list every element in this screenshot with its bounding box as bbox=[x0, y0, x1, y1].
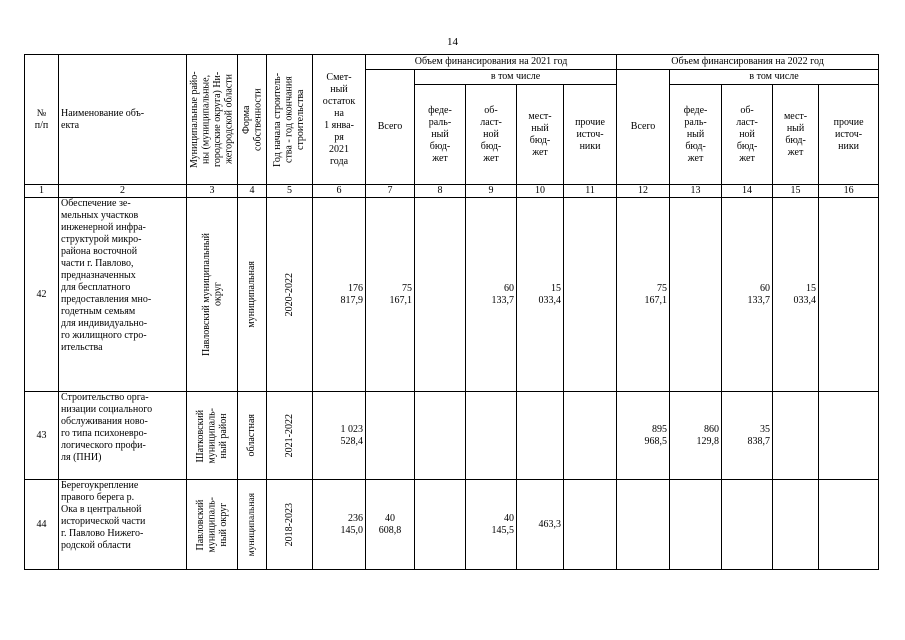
col-number: 5 bbox=[267, 185, 313, 198]
header-2022-regional: об- ласт- ной бюд- жет bbox=[722, 85, 773, 185]
row-2022-regional: 60 133,7 bbox=[722, 198, 773, 392]
row-2022-federal bbox=[670, 480, 722, 570]
header-2021-regional: об- ласт- ной бюд- жет bbox=[466, 85, 517, 185]
col-number: 11 bbox=[564, 185, 617, 198]
row-num: 44 bbox=[25, 480, 59, 570]
table-row bbox=[25, 198, 879, 392]
header-estimate: Смет- ный остаток на 1 янва- ря 2021 года bbox=[313, 55, 366, 185]
row-2021-total: 75 167,1 bbox=[366, 198, 415, 392]
header-2022-incl: в том числе bbox=[670, 70, 879, 85]
row-num: 42 bbox=[25, 198, 59, 392]
row-2022-other bbox=[819, 480, 879, 570]
row-2022-other bbox=[819, 392, 879, 480]
row-2021-regional: 60 133,7 bbox=[466, 198, 517, 392]
row-ownership-cell bbox=[238, 480, 267, 570]
header-municipality: Муниципальные райо- ны (муниципальные, городские округа) Ни- жегородской области bbox=[189, 71, 235, 168]
row-ownership: муниципальная bbox=[246, 261, 258, 328]
column-number-row bbox=[25, 185, 879, 198]
row-years-cell bbox=[267, 392, 313, 480]
row-2022-federal: 860 129,8 bbox=[670, 392, 722, 480]
row-name: Обеспечение зе- мельных участков инженерной инфра- структурой микро- района восточной части г. Павлово, предназначенных для бесплатного предоставления мно- годетным семьям для индивидуально- го жилищного стро- ительства bbox=[59, 198, 187, 392]
row-estimate: 1 023 528,4 bbox=[313, 392, 366, 480]
row-municipality: Павловский муниципальный округ bbox=[200, 233, 223, 356]
row-2021-federal bbox=[415, 392, 466, 480]
row-2022-other bbox=[819, 198, 879, 392]
row-municipality: Шатковский муниципаль- ный район bbox=[194, 407, 229, 464]
row-2022-total: 75 167,1 bbox=[617, 198, 670, 392]
row-name: Берегоукрепление правого берега р. Ока в центральной исторической части г. Павлово Нижего- родской области bbox=[59, 480, 187, 570]
col-number: 1 bbox=[25, 185, 59, 198]
row-estimate: 176 817,9 bbox=[313, 198, 366, 392]
row-municipality-cell bbox=[187, 198, 238, 392]
header-2021-other: прочие источ- ники bbox=[564, 85, 617, 185]
row-years: 2021-2022 bbox=[283, 413, 295, 458]
row-2021-other bbox=[564, 198, 617, 392]
row-2021-other bbox=[564, 480, 617, 570]
row-2021-local: 463,3 bbox=[517, 480, 564, 570]
row-2022-local bbox=[773, 392, 819, 480]
row-2022-regional: 35 838,7 bbox=[722, 392, 773, 480]
col-number: 8 bbox=[415, 185, 466, 198]
header-2021-incl: в том числе bbox=[415, 70, 617, 85]
row-2022-federal bbox=[670, 198, 722, 392]
col-number: 2 bbox=[59, 185, 187, 198]
row-ownership: областная bbox=[246, 414, 258, 457]
row-2021-federal bbox=[415, 198, 466, 392]
header-2022-federal: феде- раль- ный бюд- жет bbox=[670, 85, 722, 185]
row-2021-regional bbox=[466, 392, 517, 480]
header-municipality-cell bbox=[187, 55, 238, 185]
row-ownership-cell bbox=[238, 198, 267, 392]
row-2022-total: 895 968,5 bbox=[617, 392, 670, 480]
header-2021-total: Всего bbox=[366, 70, 415, 185]
col-number: 10 bbox=[517, 185, 564, 198]
row-years-cell bbox=[267, 480, 313, 570]
row-ownership-cell bbox=[238, 392, 267, 480]
col-number: 14 bbox=[722, 185, 773, 198]
financing-table bbox=[24, 54, 879, 570]
header-fin-2022: Объем финансирования на 2022 год bbox=[617, 55, 879, 70]
header-years-cell bbox=[267, 55, 313, 185]
header-ownership-cell bbox=[238, 55, 267, 185]
header-2021-local: мест- ный бюд- жет bbox=[517, 85, 564, 185]
col-number: 6 bbox=[313, 185, 366, 198]
row-2021-local bbox=[517, 392, 564, 480]
row-ownership: муниципальная bbox=[246, 492, 257, 557]
row-2022-regional bbox=[722, 480, 773, 570]
col-number: 7 bbox=[366, 185, 415, 198]
row-2021-other bbox=[564, 392, 617, 480]
header-2022-other: прочие источ- ники bbox=[819, 85, 879, 185]
header-2021-federal: феде- раль- ный бюд- жет bbox=[415, 85, 466, 185]
row-2021-local: 15 033,4 bbox=[517, 198, 564, 392]
header-ownership: Форма собственности bbox=[240, 88, 263, 151]
header-name: Наименование объ- екта bbox=[59, 55, 187, 185]
header-years: Год начала строитель- ства - год окончания строительства bbox=[272, 72, 307, 167]
row-name: Строительство орга- низации социального обслуживания ново- го типа психоневро- логического профи- ля (ПНИ) bbox=[59, 392, 187, 480]
col-number: 16 bbox=[819, 185, 879, 198]
table-row bbox=[25, 392, 879, 480]
row-num: 43 bbox=[25, 392, 59, 480]
row-municipality-cell bbox=[187, 392, 238, 480]
header-2022-total: Всего bbox=[617, 70, 670, 185]
row-years: 2018-2023 bbox=[283, 502, 295, 547]
row-2021-federal bbox=[415, 480, 466, 570]
col-number: 9 bbox=[466, 185, 517, 198]
col-number: 3 bbox=[187, 185, 238, 198]
row-2022-local: 15 033,4 bbox=[773, 198, 819, 392]
row-municipality-cell bbox=[187, 480, 238, 570]
header-num: № п/п bbox=[25, 55, 59, 185]
row-2022-local bbox=[773, 480, 819, 570]
page-number: 14 bbox=[447, 36, 458, 48]
col-number: 13 bbox=[670, 185, 722, 198]
header-2022-local: мест- ный бюд- жет bbox=[773, 85, 819, 185]
header-fin-2021: Объем финансирования на 2021 год bbox=[366, 55, 617, 70]
row-years-cell bbox=[267, 198, 313, 392]
row-2022-total bbox=[617, 480, 670, 570]
row-2021-total: 40 608,8 bbox=[366, 480, 415, 570]
row-estimate: 236 145,0 bbox=[313, 480, 366, 570]
col-number: 4 bbox=[238, 185, 267, 198]
header-row-1 bbox=[25, 55, 879, 70]
row-municipality: Павловский муниципаль- ный округ bbox=[194, 496, 229, 553]
row-years: 2020-2022 bbox=[283, 272, 295, 317]
table-row bbox=[25, 480, 879, 570]
row-2021-total bbox=[366, 392, 415, 480]
row-2021-regional: 40 145,5 bbox=[466, 480, 517, 570]
col-number: 12 bbox=[617, 185, 670, 198]
col-number: 15 bbox=[773, 185, 819, 198]
